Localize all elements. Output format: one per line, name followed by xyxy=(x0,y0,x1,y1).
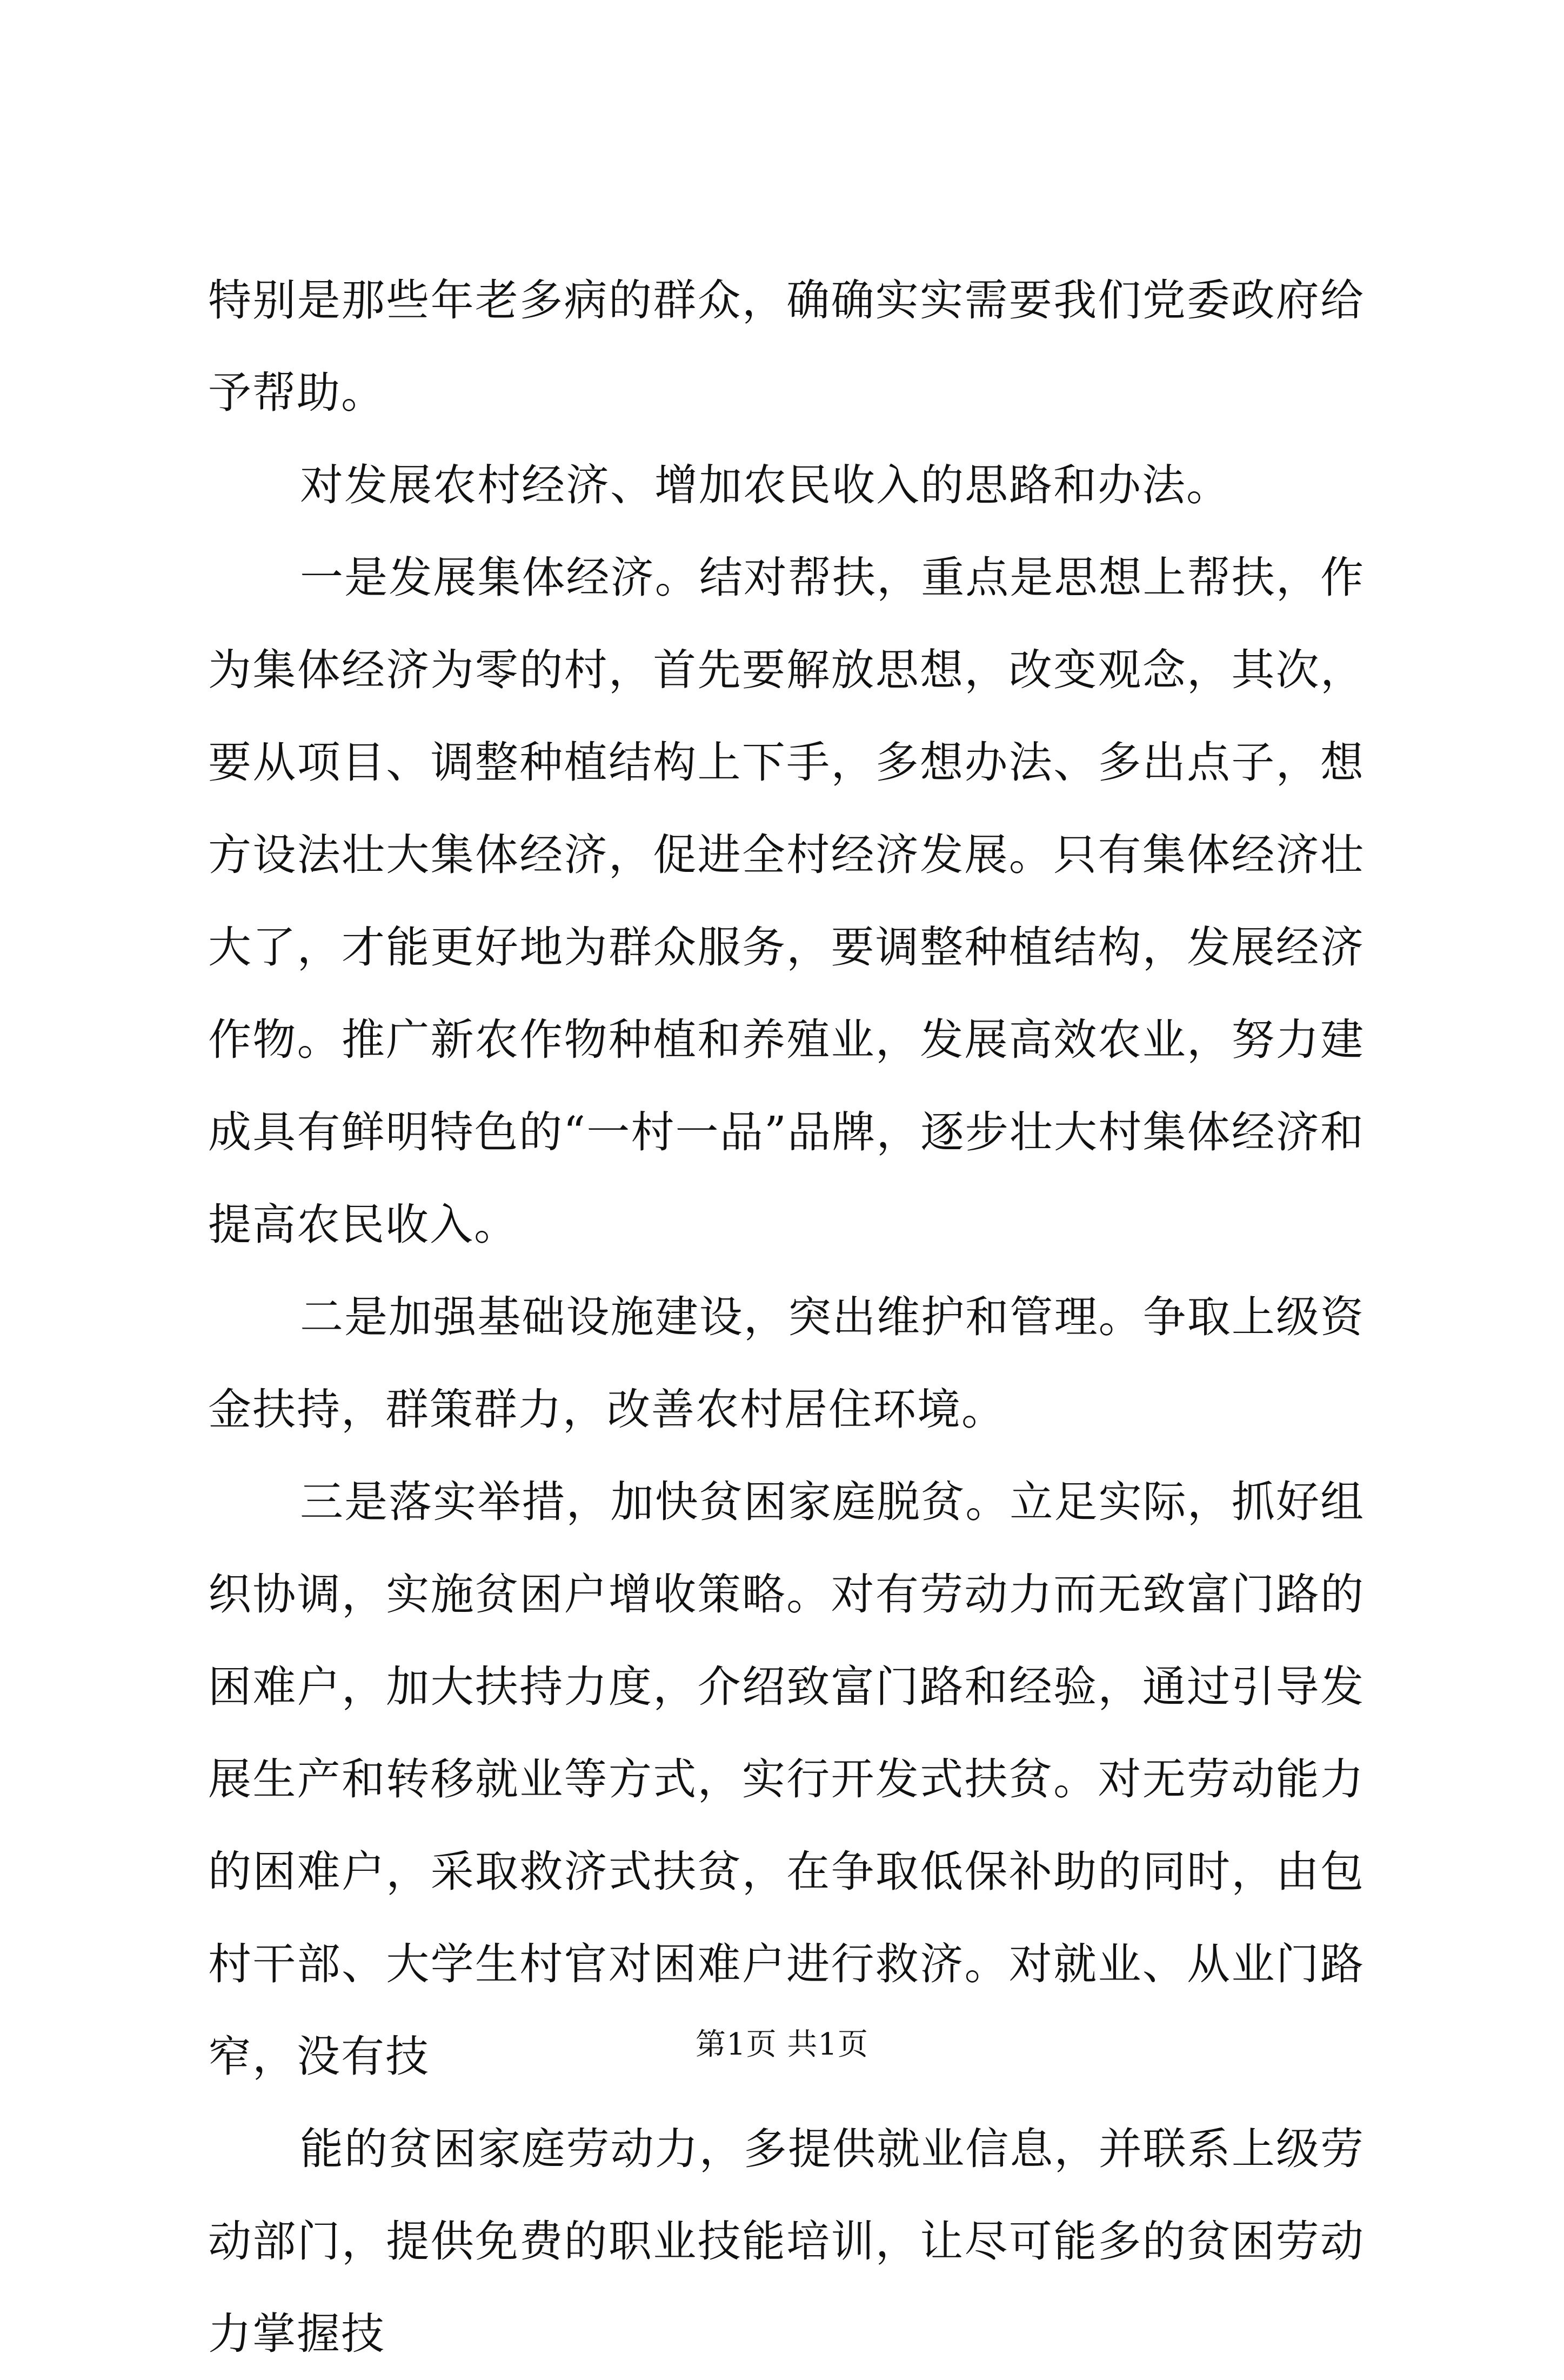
paragraph-point-two: 二是加强基础设施建设，突出维护和管理。争取上级资金扶持，群策群力，改善农村居住环境。 xyxy=(208,1292,1365,1435)
paragraph-continuation: 特别是那些年老多病的群众，确确实实需要我们党委政府给予帮助。 xyxy=(208,275,1365,418)
paragraph-point-three-continued: 能的贫困家庭劳动力，多提供就业信息，并联系上级劳动部门，提供免费的职业技能培训，让尽可能多的贫困劳动力掌握技 xyxy=(208,2124,1365,2359)
paragraph-point-three: 三是落实举措，加快贫困家庭脱贫。立足实际，抓好组织协调，实施贫困户增收策略。对有劳动力而无致富门路的困难户，加大扶持力度，介绍致富门路和经验，通过引导发展生产和转移就业等方式，实行开发式扶贫。对无劳动能力的困难户，采取救济式扶贫，在争取低保补助的同时，由包村干部、大学生村官对困难户进行救济。对就业、从业门路窄，没有技 xyxy=(208,1477,1365,2082)
paragraph-point-one: 一是发展集体经济。结对帮扶，重点是思想上帮扶，作为集体经济为零的村，首先要解放思想，改变观念，其次，要从项目、调整种植结构上下手，多想办法、多出点子，想方设法壮大集体经济，促进全村经济发展。只有集体经济壮大了，才能更好地为群众服务，要调整种植结构，发展经济作物。推广新农作物种植和养殖业，发展高效农业，努力建成具有鲜明特色的“一村一品”品牌，逐步壮大村集体经济和提高农民收入。 xyxy=(208,552,1365,1250)
paragraph-heading-ideas: 对发展农村经济、增加农民收入的思路和办法。 xyxy=(300,460,1231,510)
page-footer: 第1页 共1页 xyxy=(695,2027,869,2062)
